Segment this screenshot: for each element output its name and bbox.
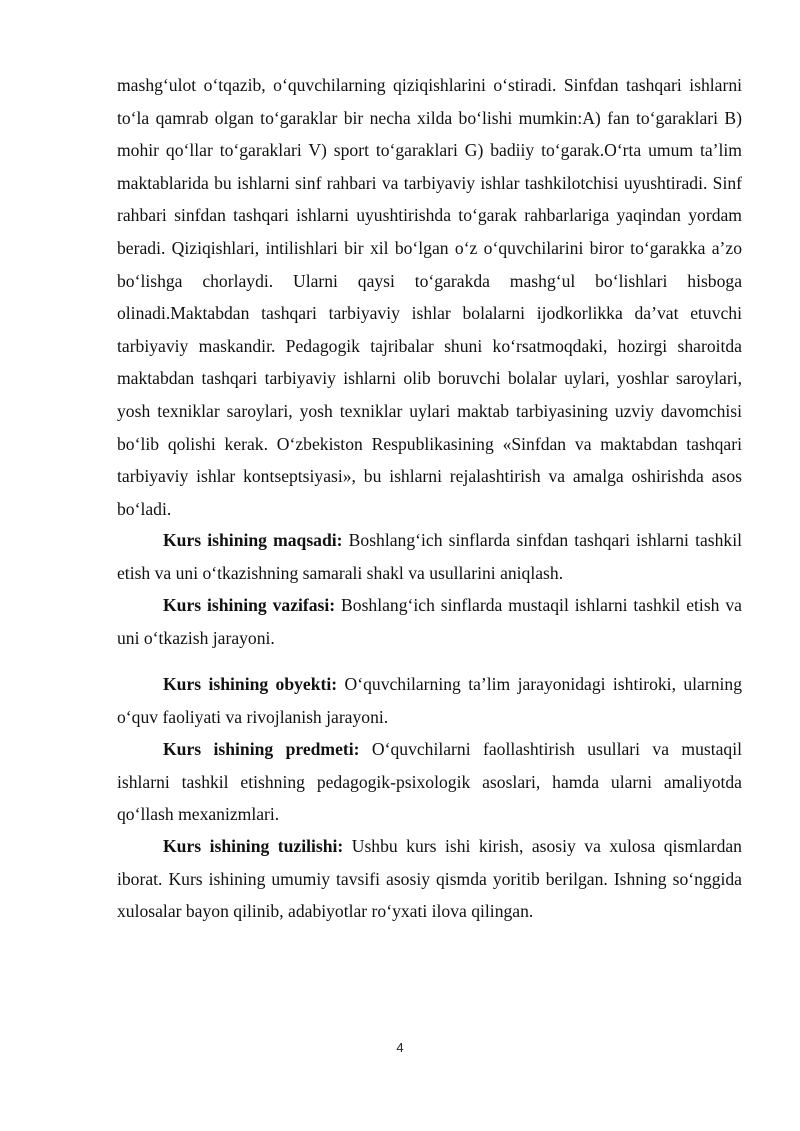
section-obyekti bbox=[117, 668, 742, 733]
section-label: Kurs ishining obyekti: bbox=[163, 674, 338, 694]
section-vazifasi bbox=[117, 589, 742, 654]
section-label: Kurs ishining maqsadi: bbox=[163, 530, 343, 550]
page-number: 4 bbox=[396, 1040, 404, 1055]
section-text: O‘quvchilarni faollashtirish usullari va mustaqil ishlarni tashkil etishning pedagogik-psixologik asoslari, hamda ularni amaliyotda qo‘llash mexanizmlari. bbox=[117, 739, 742, 825]
section-predmeti bbox=[117, 733, 742, 831]
section-tuzilishi bbox=[117, 830, 742, 928]
section-label: Kurs ishining tuzilishi: bbox=[163, 836, 344, 856]
section-text: Boshlang‘ich sinflarda sinfdan tashqari ishlarni tashkil etish va uni o‘tkazishning samarali shakl va usullarini aniqlash. bbox=[117, 530, 742, 583]
section-text: Boshlang‘ich sinflarda mustaqil ishlarni tashkil etish va uni o‘tkazish jarayoni. bbox=[117, 595, 742, 648]
section-maqsadi bbox=[117, 524, 742, 589]
section-label: Kurs ishining predmeti: bbox=[163, 739, 360, 759]
section-label: Kurs ishining vazifasi: bbox=[163, 595, 336, 615]
section-text: Ushbu kurs ishi kirish, asosiy va xulosa qismlardan iborat. Kurs ishining umumiy tavsifi asosiy qismda yoritib berilgan. Ishning so‘nggida xulosalar bayon qilinib, adabiyotlar ro‘yxati ilova qilingan. bbox=[117, 836, 742, 922]
intro-paragraph: mashg‘ulot o‘tqazib, o‘quvchilarning qiziqishlarini o‘stiradi. Sinfdan tashqari ishlarni to‘la qamrab olgan to‘garaklar bir necha xilda bo‘lishi mumkin:A) fan to‘garaklari B) mohir qo‘llar to‘garaklari V) sport to‘garaklari G) badiiy to‘garak.O‘rta umum ta’lim maktablarida bu ishlarni sinf rahbari va tarbiyaviy ishlar tashkilotchisi uyushtiradi. Sinf rahbari sinfdan tashqari ishlarni uyushtirishda to‘garak rahbarlariga yaqindan yordam beradi. Qiziqishlari, intilishlari bir xil bo‘lgan o‘z o‘quvchilarini biror to‘garakka a’zo bo‘lishga chorlaydi. Ularni qaysi to‘garakda mashg‘ul bo‘lishlari hisboga olinadi.Maktabdan tashqari tarbiyaviy ishlar bolalarni ijodkorlikka da’vat etuvchi tarbiyaviy maskandir. Pedagogik tajribalar shuni ko‘rsatmoqdaki, hozirgi sharoitda maktabdan tashqari tarbiyaviy ishlarni olib boruvchi bolalar uylari, yoshlar saroylari, yosh texniklar saroylari, yosh texniklar uylari maktab tarbiyasining uzviy davomchisi bo‘lib qolishi kerak. O‘zbekiston Respublikasining «Sinfdan va maktabdan tashqari tarbiyaviy ishlar kontseptsiyasi», bu ishlarni rejalashtirish va amalga oshirishda asos bo‘ladi. bbox=[117, 75, 742, 519]
section-text: O‘quvchilarning ta’lim jarayonidagi ishtiroki, ularning o‘quv faoliyati va rivojlanish jarayoni. bbox=[117, 674, 742, 727]
